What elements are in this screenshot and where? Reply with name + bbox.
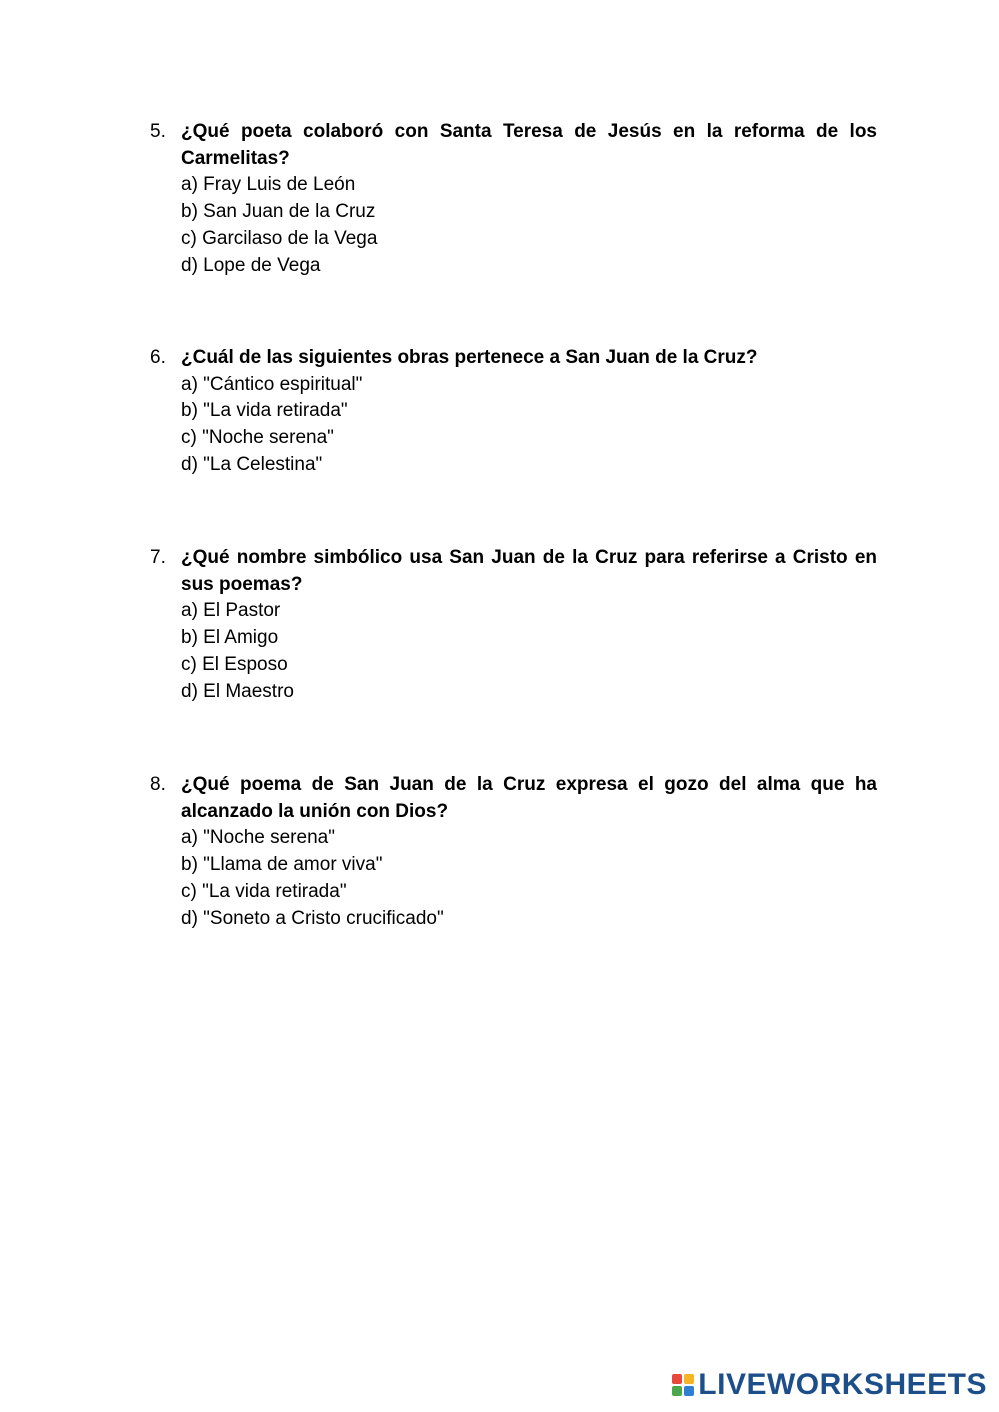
logo-tile bbox=[672, 1374, 682, 1384]
liveworksheets-logo-icon bbox=[672, 1374, 694, 1396]
option-d: d) "Soneto a Cristo crucificado" bbox=[181, 907, 444, 929]
option-a: a) El Pastor bbox=[181, 600, 281, 622]
option-c: c) "Noche serena" bbox=[181, 427, 334, 449]
option-a: a) "Noche serena" bbox=[181, 827, 335, 849]
answer-options bbox=[150, 172, 877, 279]
question-6 bbox=[150, 345, 877, 479]
question-text: ¿Qué poeta colaboró con Santa Teresa de Jesús en la reforma de los Carmelitas? bbox=[181, 121, 877, 169]
question-number: 6. bbox=[150, 347, 166, 368]
answer-options bbox=[150, 825, 877, 932]
answer-options bbox=[150, 598, 877, 705]
question-number: 7. bbox=[150, 547, 166, 568]
option-b: b) "Llama de amor viva" bbox=[181, 854, 383, 876]
question-text: ¿Qué poema de San Juan de la Cruz expresa el gozo del alma que ha alcanzado la unión con Dios? bbox=[181, 774, 877, 822]
option-b: b) "La vida retirada" bbox=[181, 400, 348, 422]
liveworksheets-brand bbox=[672, 1370, 987, 1400]
question-number: 8. bbox=[150, 774, 166, 795]
option-c: c) El Esposo bbox=[181, 653, 288, 675]
option-d: d) El Maestro bbox=[181, 680, 294, 702]
logo-tile bbox=[672, 1386, 682, 1396]
question-number: 5. bbox=[150, 121, 166, 142]
option-d: d) Lope de Vega bbox=[181, 254, 321, 276]
question-text: ¿Cuál de las siguientes obras pertenece a San Juan de la Cruz? bbox=[181, 347, 758, 368]
liveworksheets-wordmark: LIVEWORKSHEETS bbox=[698, 1368, 987, 1401]
question-7 bbox=[150, 545, 877, 705]
option-b: b) San Juan de la Cruz bbox=[181, 201, 376, 223]
option-b: b) El Amigo bbox=[181, 627, 279, 649]
option-a: a) Fray Luis de León bbox=[181, 174, 356, 196]
answer-options bbox=[150, 372, 877, 479]
option-c: c) Garcilaso de la Vega bbox=[181, 227, 378, 249]
question-8 bbox=[150, 772, 877, 932]
question-5 bbox=[150, 119, 877, 279]
option-d: d) "La Celestina" bbox=[181, 453, 323, 475]
logo-tile bbox=[684, 1374, 694, 1384]
question-text: ¿Qué nombre simbólico usa San Juan de la Cruz para referirse a Cristo en sus poemas? bbox=[181, 547, 877, 595]
option-c: c) "La vida retirada" bbox=[181, 880, 347, 902]
logo-tile bbox=[684, 1386, 694, 1396]
option-a: a) "Cántico espiritual" bbox=[181, 373, 363, 395]
